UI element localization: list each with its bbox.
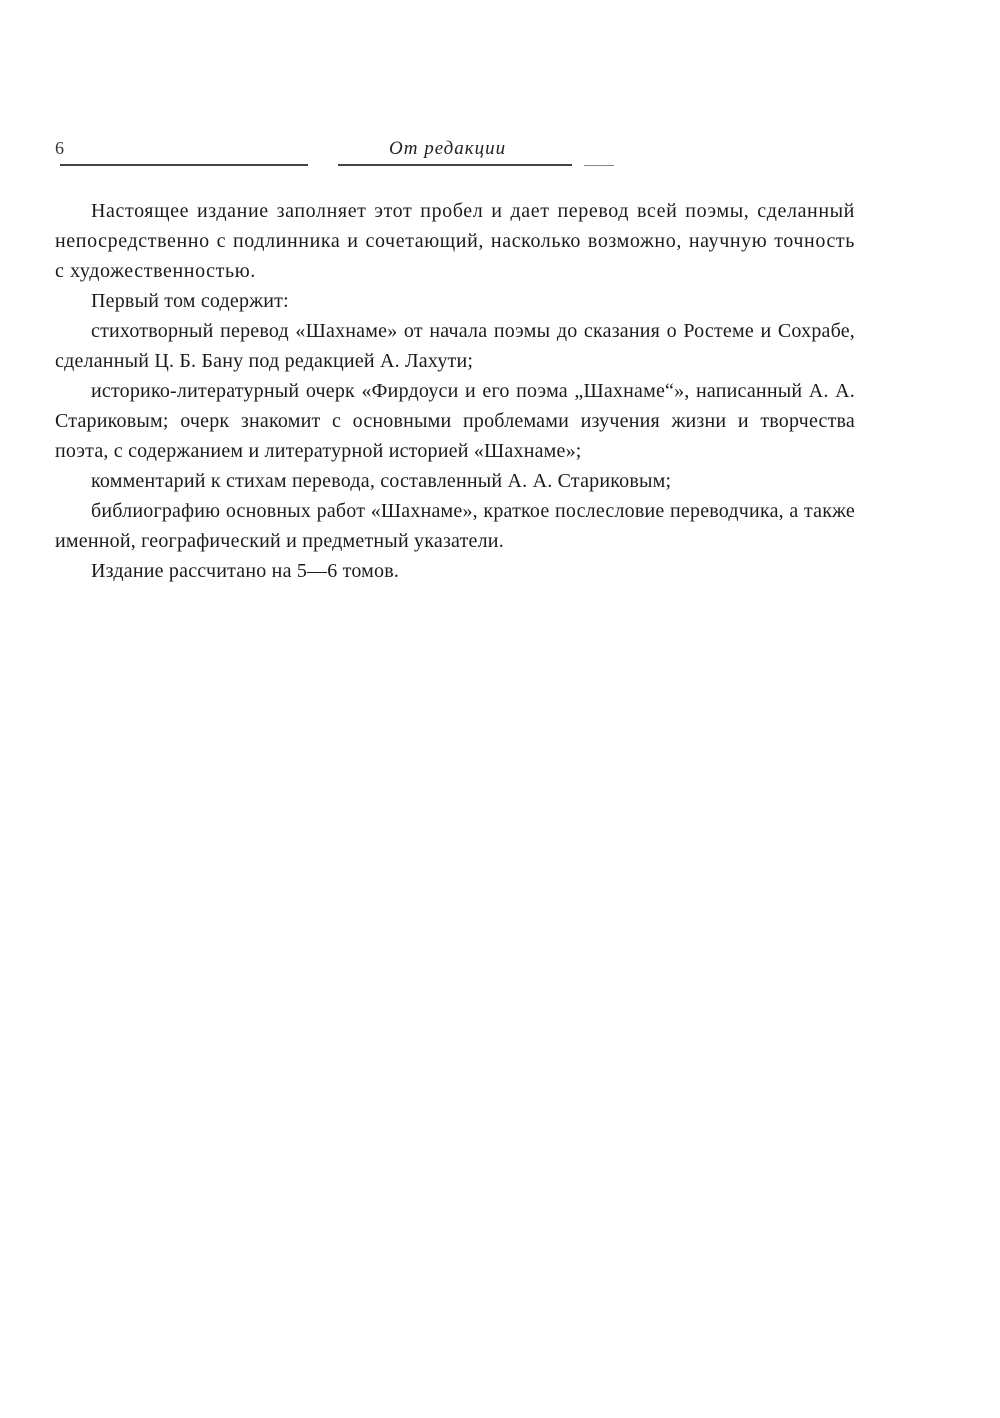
- paragraph-commentary: комментарий к стихам перевода, составленный А. А. Стариковым;: [91, 470, 672, 492]
- paragraph-verse-translation: стихотворный перевод «Шахнаме» от начала поэмы до сказания о Ростеме и Сохрабе, сделанный Ц. Б. Бану под редакцией А. Лахути;: [55, 320, 855, 372]
- paragraph-intro: Настоящее издание заполняет этот пробел и дает перевод всей поэмы, сделанный непосредственно с подлинника и сочетающий, насколько возможно, научную точность с художественностью.: [55, 200, 855, 282]
- paragraph-essay: историко-литературный очерк «Фирдоуси и его поэма „Шахнаме“», написанный А. А. Стариковым; очерк знакомит с основными проблемами изучения жизни и творчества поэта, с содержанием и литературной историей «Шахнаме»;: [55, 380, 855, 462]
- header-rule-right: [338, 164, 572, 166]
- paragraph-contents-heading: Первый том содержит:: [91, 290, 289, 312]
- body-text: [55, 196, 855, 586]
- header-rule-tail: [584, 165, 614, 166]
- paragraph-volumes: Издание рассчитано на 5—6 томов.: [91, 560, 400, 582]
- header-rule-left: [60, 164, 308, 166]
- paragraph-bibliography: библиографию основных работ «Шахнаме», краткое послесловие переводчика, а также именной, географический и предметный указатели.: [55, 500, 855, 552]
- page-number: 6: [55, 138, 64, 158]
- section-title: От редакции: [389, 138, 507, 159]
